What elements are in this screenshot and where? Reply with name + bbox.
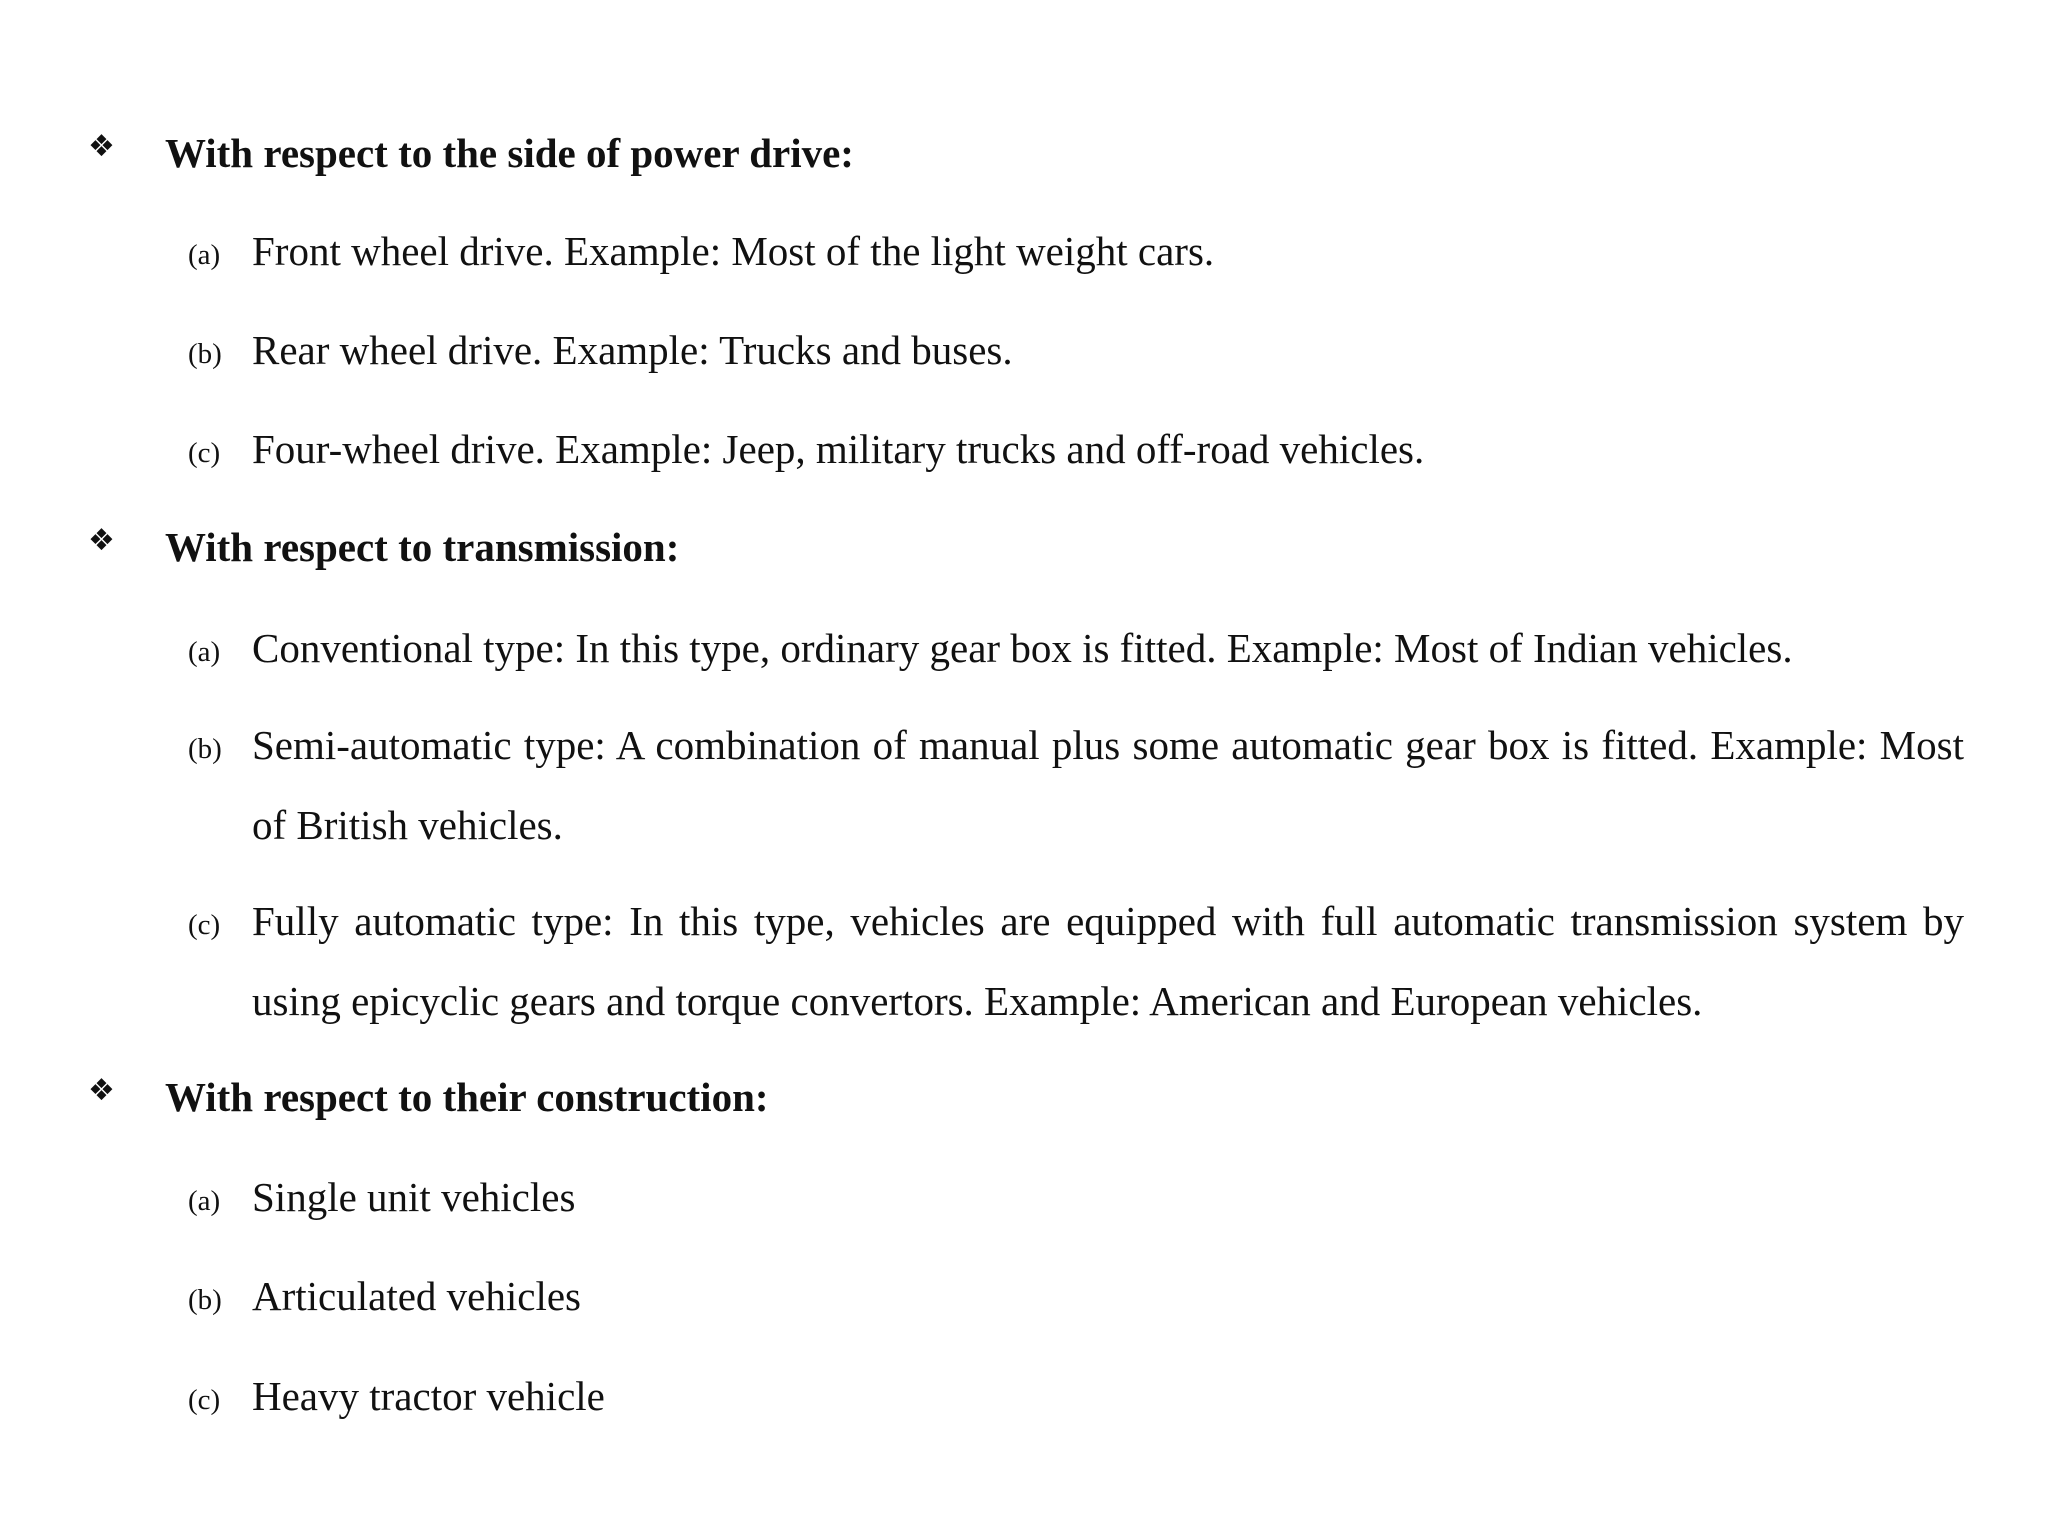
section-heading-text: With respect to their construction: (165, 1074, 769, 1120)
list-item-text: Four-wheel drive. Example: Jeep, military trucks and off-road vehicles. (252, 426, 1425, 472)
list-item-text: Single unit vehicles (252, 1174, 576, 1220)
list-marker: (b) (188, 338, 222, 370)
list-item-text: Conventional type: In this type, ordinary gear box is fitted. Example: Most of Indian vehicles. (252, 625, 1793, 671)
diamond-bullet-icon: ❖ (88, 523, 115, 558)
section-heading (88, 522, 1968, 582)
list-marker: (a) (188, 239, 221, 271)
list-marker: (c) (188, 909, 221, 941)
list-item-text: Front wheel drive. Example: Most of the light weight cars. (252, 228, 1215, 274)
section-heading (88, 128, 1968, 188)
list-marker: (a) (188, 1185, 221, 1217)
section-heading-text: With respect to transmission: (165, 524, 680, 570)
section-heading (88, 1072, 1968, 1132)
list-item-text: Rear wheel drive. Example: Trucks and buses. (252, 327, 1013, 373)
list-marker: (c) (188, 437, 221, 469)
list-marker: (b) (188, 733, 222, 765)
section-heading-text: With respect to the side of power drive: (165, 130, 854, 176)
list-item-text: Heavy tractor vehicle (252, 1373, 605, 1419)
list-marker: (a) (188, 636, 221, 668)
list-marker: (c) (188, 1384, 221, 1416)
diamond-bullet-icon: ❖ (88, 1073, 115, 1108)
diamond-bullet-icon: ❖ (88, 129, 115, 164)
list-item-text: Semi-automatic type: A combination of manual plus some automatic gear box is fitted. Example: Most of British vehicles. (252, 722, 1964, 848)
list-item-text: Articulated vehicles (252, 1273, 582, 1319)
list-marker: (b) (188, 1284, 222, 1316)
list-item-text: Fully automatic type: In this type, vehicles are equipped with full automatic transmission system by using epicyclic gears and torque convertors. Example: American and European vehicles. (252, 898, 1964, 1024)
